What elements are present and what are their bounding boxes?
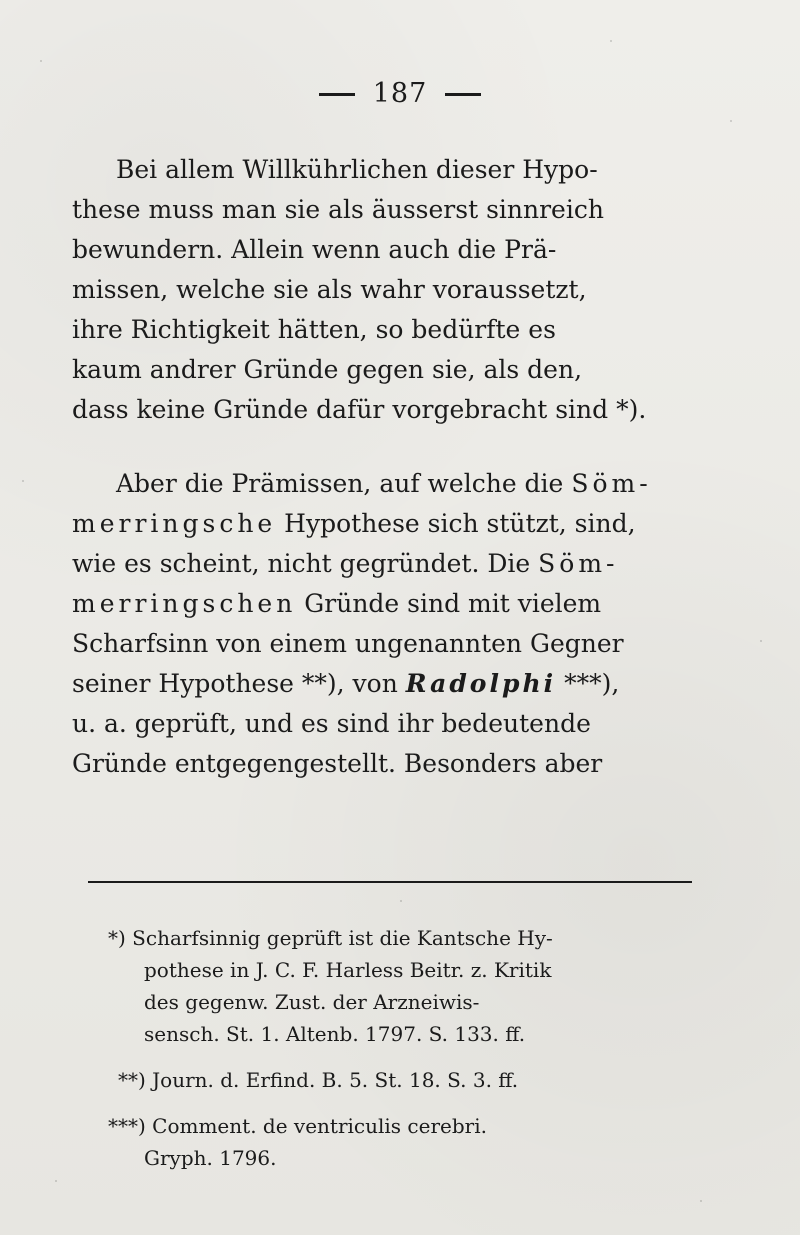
paper-speck [700, 1200, 702, 1202]
paragraph-gap [72, 430, 700, 464]
text-line: kaum andrer Gründe gegen sie, als den, [72, 355, 583, 384]
footnote-line: *) Scharfsinnig geprüft ist die Kantsche Hy- [108, 926, 553, 950]
text-line: ihre Richtigkeit hätten, so bedürfte es [72, 315, 556, 344]
text-line: u. a. geprüft, und es sind ihr bedeutende [72, 709, 591, 738]
text-run: Aber die Prämissen, auf welche die [116, 469, 572, 498]
page-number: 187 [372, 78, 428, 109]
footnote-2 [108, 1064, 698, 1096]
text-run: Hypothese sich stützt, sind, [276, 509, 636, 538]
header-dash-left [319, 93, 355, 96]
text-run: seiner Hypothese **), von [72, 669, 406, 698]
paper-speck [730, 120, 732, 122]
text-line: dass keine Gründe dafür vorgebracht sind *). [72, 395, 647, 424]
text-line: these muss man sie als äusserst sinnreich [72, 195, 604, 224]
text-run: wie es scheint, nicht gegründet. Die [72, 549, 539, 578]
footnote-rule [88, 881, 692, 883]
italic-name: Radolphi [405, 669, 557, 698]
text-line [72, 584, 700, 624]
page-header [0, 78, 800, 109]
text-line: bewundern. Allein wenn auch die Prä- [72, 235, 557, 264]
spaced-name: Söm- [538, 549, 619, 578]
text-line: Scharfsinn von einem ungenannten Gegner [72, 629, 624, 658]
text-run: ***), [556, 669, 620, 698]
footnote-line: sensch. St. 1. Altenb. 1797. S. 133. ff. [144, 1022, 526, 1046]
paper-speck [40, 60, 42, 62]
footnote-line: Gryph. 1796. [144, 1146, 277, 1170]
spaced-name: merringschen [72, 589, 297, 618]
footnote-line: pothese in J. C. F. Harless Beitr. z. Kritik [144, 958, 552, 982]
footnote-line: ***) Comment. de ventriculis cerebri. [108, 1114, 487, 1138]
text-line [72, 464, 700, 504]
footnote-3 [108, 1110, 698, 1174]
text-run: Gründe sind mit vielem [296, 589, 602, 618]
text-line: Gründe entgegengestellt. Besonders aber [72, 749, 603, 778]
paper-speck [610, 40, 612, 42]
text-line [72, 664, 700, 704]
paper-speck [400, 900, 402, 902]
footnotes [108, 922, 698, 1188]
text-line: missen, welche sie als wahr voraussetzt, [72, 275, 587, 304]
spaced-name: merringsche [72, 509, 277, 538]
spaced-name: Söm- [571, 469, 652, 498]
paper-speck [22, 480, 24, 482]
header-dash-right [445, 93, 481, 96]
text-line: Bei allem Willkührlichen dieser Hypo- [116, 155, 598, 184]
paper-speck [55, 1180, 57, 1182]
footnote-line: des gegenw. Zust. der Arzneiwis- [144, 990, 480, 1014]
main-text [72, 150, 700, 784]
footnote-1 [108, 922, 698, 1050]
footnote-line: **) Journ. d. Erfind. B. 5. St. 18. S. 3. ff. [118, 1068, 519, 1092]
paper-speck [760, 640, 762, 642]
text-line [72, 504, 700, 544]
text-line [72, 544, 700, 584]
